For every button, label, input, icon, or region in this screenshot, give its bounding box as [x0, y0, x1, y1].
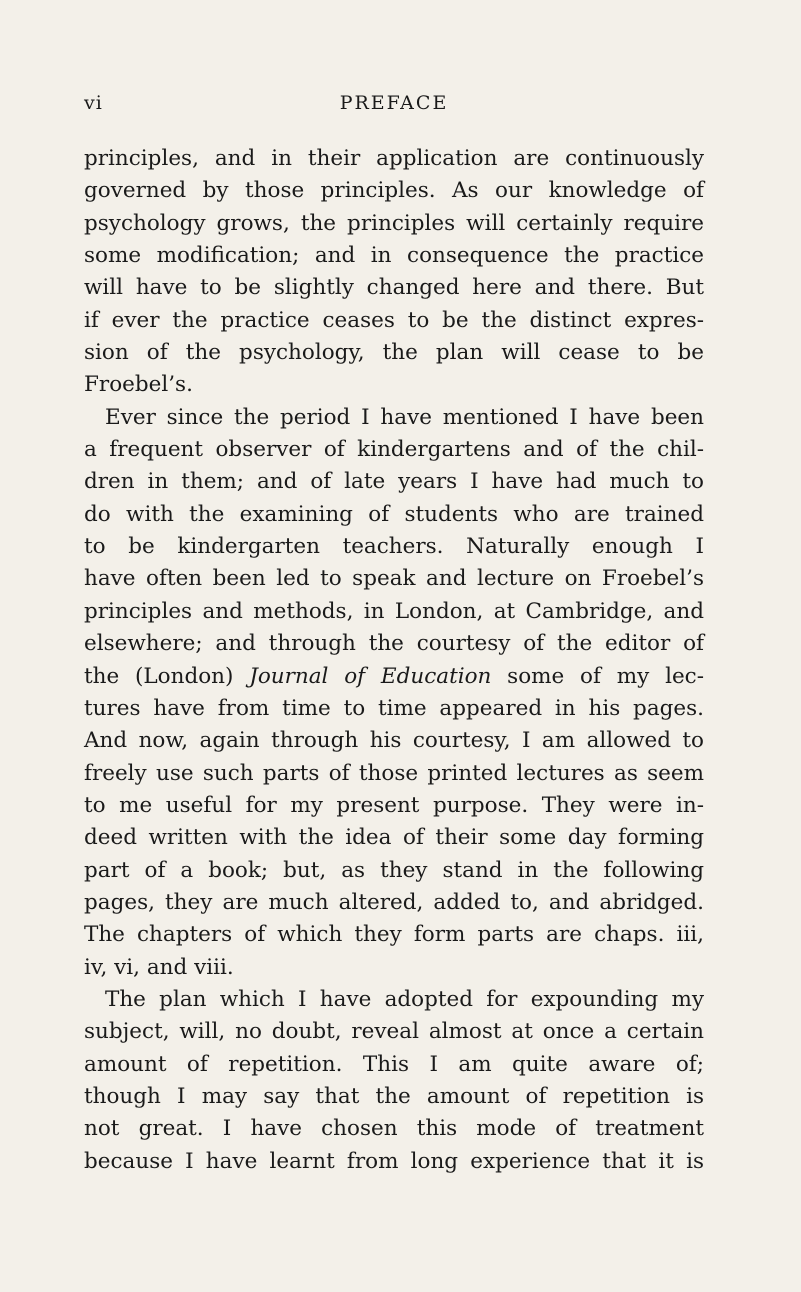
text-line: do with the examining of students who are trained — [84, 501, 704, 527]
page-number: vi — [84, 92, 103, 114]
text-line: pages, they are much altered, added to, and abridged. — [84, 889, 704, 915]
text-line: have often been led to speak and lecture on Froebel’s — [84, 566, 704, 592]
text-line: principles, and in their application are continuously — [84, 146, 704, 171]
text-line: part of a book; but, as they stand in the following — [84, 857, 704, 883]
text-fragment: some of my lec- — [491, 663, 704, 689]
text-line: Ever since the period I have mentioned I have been — [105, 404, 704, 430]
text-line: because I have learnt from long experience that it is — [84, 1148, 704, 1174]
text-line: The plan which I have adopted for expounding my — [105, 986, 704, 1012]
text-line: The chapters of which they form parts are chaps. iii, — [84, 922, 704, 948]
text-line: though I may say that the amount of repetition is — [84, 1083, 704, 1109]
text-fragment: the (London) — [84, 663, 250, 689]
text-line: And now, again through his courtesy, I am allowed to — [84, 728, 704, 754]
text-line: a frequent observer of kindergartens and of the chil- — [84, 437, 704, 463]
journal-title: Journal of Education — [249, 663, 492, 689]
text-line: amount of repetition. This I am quite aware of; — [84, 1051, 704, 1077]
text-line: tures have from time to time appeared in his pages. — [84, 695, 704, 721]
text-line-journal — [84, 661, 704, 693]
text-line: governed by those principles. As our knowledge of — [84, 178, 704, 204]
paragraph — [84, 984, 704, 1178]
text-line: subject, will, no doubt, reveal almost at once a certain — [84, 1019, 704, 1045]
text-line: freely use such parts of those printed lectures as seem — [84, 760, 704, 786]
text-line: will have to be slightly changed here and there. But — [84, 275, 704, 301]
running-head — [84, 92, 704, 116]
text-line: some modification; and in consequence the practice — [84, 243, 704, 269]
paragraph — [84, 143, 704, 402]
text-line: sion of the psychology, the plan will cease to be — [84, 340, 704, 366]
text-line: elsewhere; and through the courtesy of the editor of — [84, 631, 704, 657]
text-line: to be kindergarten teachers. Naturally enough I — [84, 534, 704, 560]
paragraph — [84, 402, 704, 984]
text-line: iv, vi, and viii. — [84, 954, 234, 980]
text-line: deed written with the idea of their some day forming — [84, 825, 704, 851]
text-line: principles and methods, in London, at Cambridge, and — [84, 598, 704, 624]
body-text — [84, 143, 704, 1178]
running-title: PREFACE — [339, 92, 449, 114]
text-line: not great. I have chosen this mode of treatment — [84, 1116, 704, 1142]
text-line: if ever the practice ceases to be the distinct expres- — [84, 307, 704, 333]
text-line: to me useful for my present purpose. They were in- — [84, 792, 704, 818]
text-line: dren in them; and of late years I have had much to — [84, 469, 704, 495]
text-line: psychology grows, the principles will certainly require — [84, 210, 704, 236]
text-line: Froebel’s. — [84, 372, 193, 398]
